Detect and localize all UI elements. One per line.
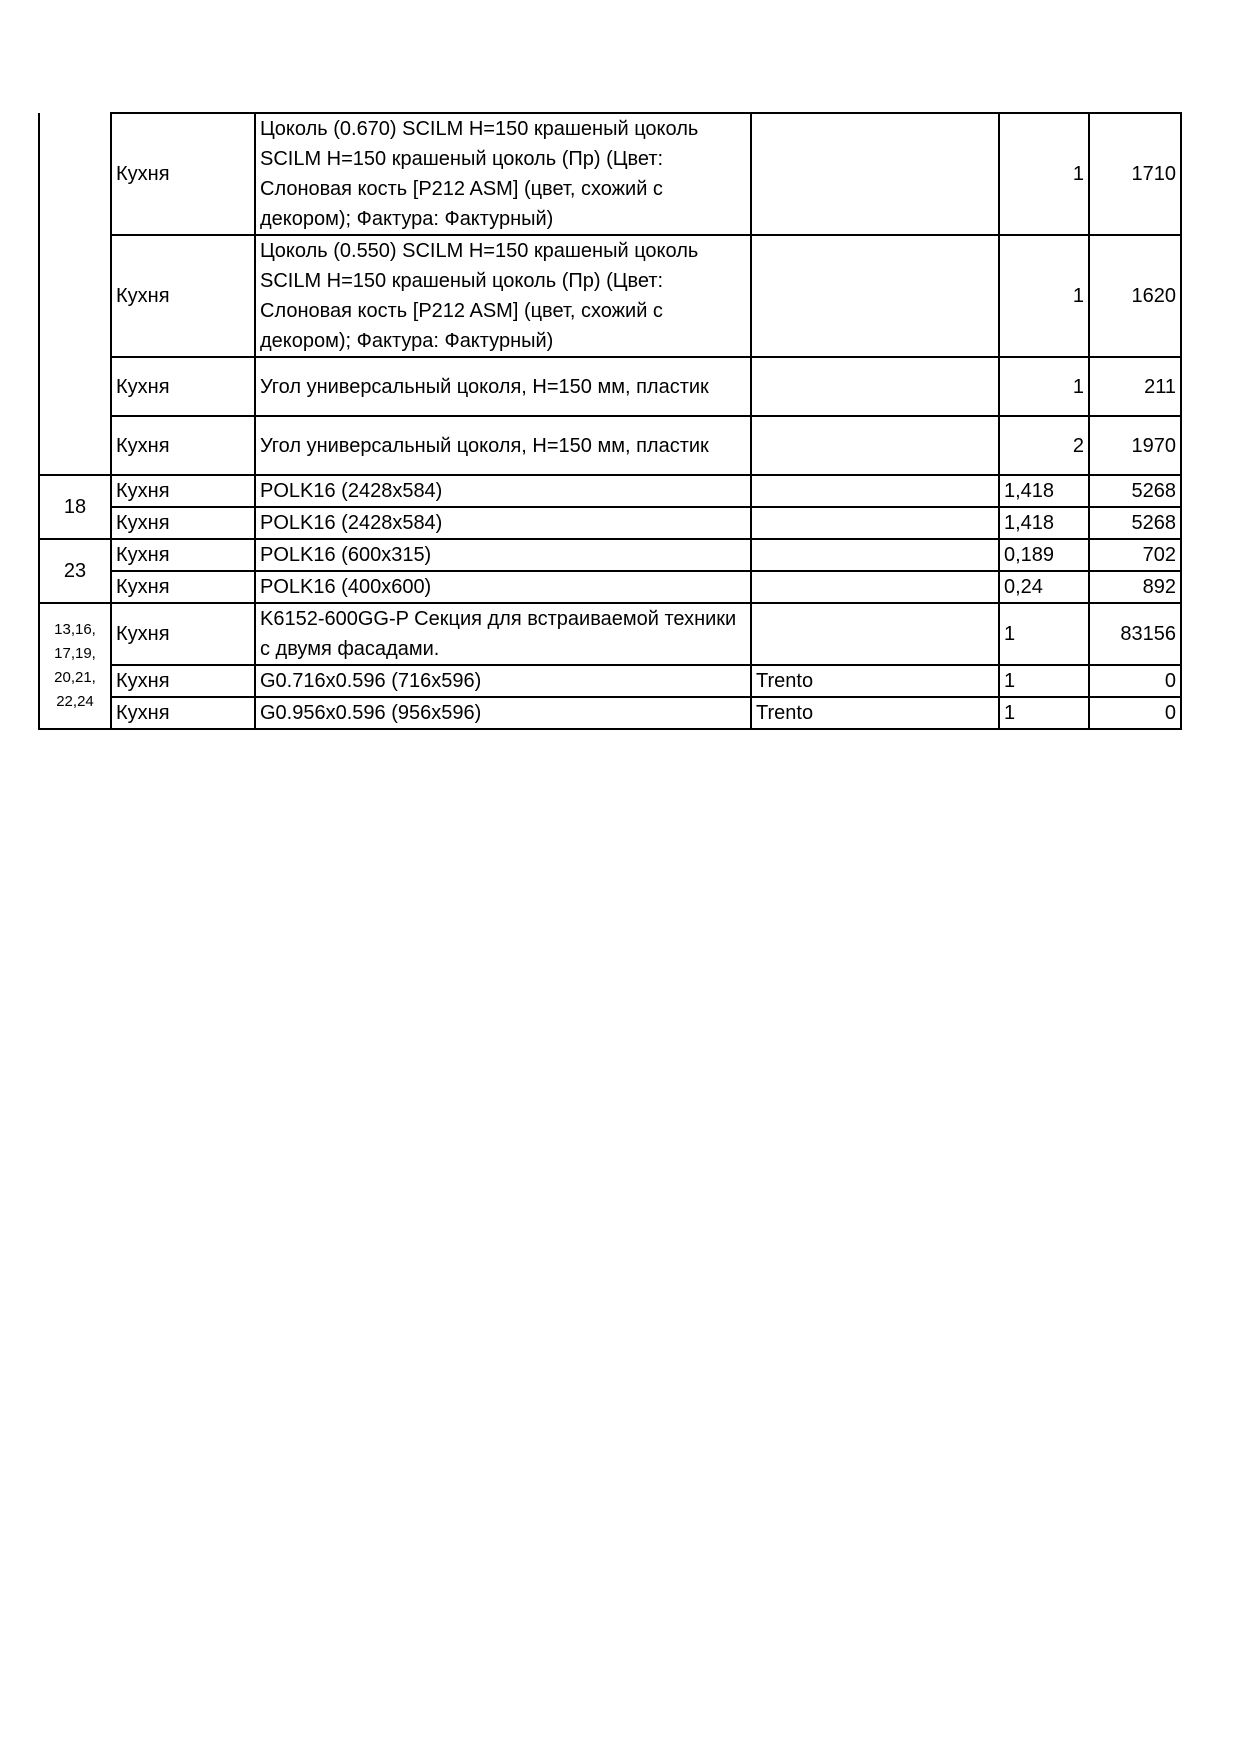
description-cell: Цоколь (0.670) SCILM H=150 крашеный цоколь SCILM H=150 крашеный цоколь (Пр) (Цвет: Слоновая кость [P212 ASM] (цвет, схожий с декором); Фактура: Фактурный) bbox=[255, 113, 751, 235]
description-cell: POLK16 (400x600) bbox=[255, 571, 751, 603]
room-cell: Кухня bbox=[111, 357, 255, 416]
note-cell bbox=[751, 475, 999, 507]
room-cell: Кухня bbox=[111, 697, 255, 729]
description-cell: Цоколь (0.550) SCILM H=150 крашеный цоколь SCILM H=150 крашеный цоколь (Пр) (Цвет: Слоновая кость [P212 ASM] (цвет, схожий с декором); Фактура: Фактурный) bbox=[255, 235, 751, 357]
qty-cell: 0,189 bbox=[999, 539, 1089, 571]
qty-cell: 1 bbox=[999, 697, 1089, 729]
table-row bbox=[39, 603, 1181, 665]
note-cell: Trento bbox=[751, 665, 999, 697]
table-row bbox=[39, 571, 1181, 603]
qty-cell: 1 bbox=[999, 113, 1089, 235]
room-cell: Кухня bbox=[111, 665, 255, 697]
qty-cell: 1,418 bbox=[999, 507, 1089, 539]
qty-cell: 1 bbox=[999, 665, 1089, 697]
qty-cell: 0,24 bbox=[999, 571, 1089, 603]
qty-cell: 1 bbox=[999, 357, 1089, 416]
group-number-cell bbox=[39, 603, 111, 729]
price-cell: 83156 bbox=[1089, 603, 1181, 665]
note-cell bbox=[751, 357, 999, 416]
description-cell: Угол универсальный цоколя, H=150 мм, пластик bbox=[255, 357, 751, 416]
note-cell: Trento bbox=[751, 697, 999, 729]
table-row bbox=[39, 539, 1181, 571]
group-number-cell: 18 bbox=[39, 475, 111, 539]
table-row bbox=[39, 357, 1181, 416]
group-number-cell bbox=[39, 113, 111, 475]
note-cell bbox=[751, 571, 999, 603]
room-cell: Кухня bbox=[111, 113, 255, 235]
room-cell: Кухня bbox=[111, 475, 255, 507]
group-number-cell: 23 bbox=[39, 539, 111, 603]
price-cell: 892 bbox=[1089, 571, 1181, 603]
description-cell: K6152-600GG-P Секция для встраиваемой техники с двумя фасадами. bbox=[255, 603, 751, 665]
group-number-line: 20,21, bbox=[54, 669, 96, 686]
table-row bbox=[39, 416, 1181, 475]
note-cell bbox=[751, 507, 999, 539]
note-cell bbox=[751, 416, 999, 475]
description-cell: POLK16 (600x315) bbox=[255, 539, 751, 571]
description-cell: Угол универсальный цоколя, H=150 мм, пластик bbox=[255, 416, 751, 475]
price-cell: 702 bbox=[1089, 539, 1181, 571]
group-number-line: 22,24 bbox=[56, 693, 94, 710]
price-cell: 1970 bbox=[1089, 416, 1181, 475]
room-cell: Кухня bbox=[111, 539, 255, 571]
price-cell: 5268 bbox=[1089, 475, 1181, 507]
table-row bbox=[39, 697, 1181, 729]
group-number-line: 17,19, bbox=[54, 645, 96, 662]
table-row bbox=[39, 113, 1181, 235]
note-cell bbox=[751, 113, 999, 235]
room-cell: Кухня bbox=[111, 603, 255, 665]
price-cell: 0 bbox=[1089, 665, 1181, 697]
description-cell: G0.956x0.596 (956x596) bbox=[255, 697, 751, 729]
room-cell: Кухня bbox=[111, 416, 255, 475]
description-cell: POLK16 (2428x584) bbox=[255, 507, 751, 539]
qty-cell: 1 bbox=[999, 603, 1089, 665]
table-row bbox=[39, 507, 1181, 539]
qty-cell: 1 bbox=[999, 235, 1089, 357]
specification-table bbox=[38, 112, 1182, 730]
table-row bbox=[39, 235, 1181, 357]
table-row bbox=[39, 475, 1181, 507]
room-cell: Кухня bbox=[111, 235, 255, 357]
qty-cell: 1,418 bbox=[999, 475, 1089, 507]
room-cell: Кухня bbox=[111, 507, 255, 539]
price-cell: 0 bbox=[1089, 697, 1181, 729]
price-cell: 1710 bbox=[1089, 113, 1181, 235]
description-cell: G0.716x0.596 (716x596) bbox=[255, 665, 751, 697]
note-cell bbox=[751, 603, 999, 665]
price-cell: 1620 bbox=[1089, 235, 1181, 357]
qty-cell: 2 bbox=[999, 416, 1089, 475]
room-cell: Кухня bbox=[111, 571, 255, 603]
note-cell bbox=[751, 539, 999, 571]
group-number-line: 13,16, bbox=[54, 621, 96, 638]
price-cell: 5268 bbox=[1089, 507, 1181, 539]
description-cell: POLK16 (2428x584) bbox=[255, 475, 751, 507]
table-row bbox=[39, 665, 1181, 697]
price-cell: 211 bbox=[1089, 357, 1181, 416]
note-cell bbox=[751, 235, 999, 357]
